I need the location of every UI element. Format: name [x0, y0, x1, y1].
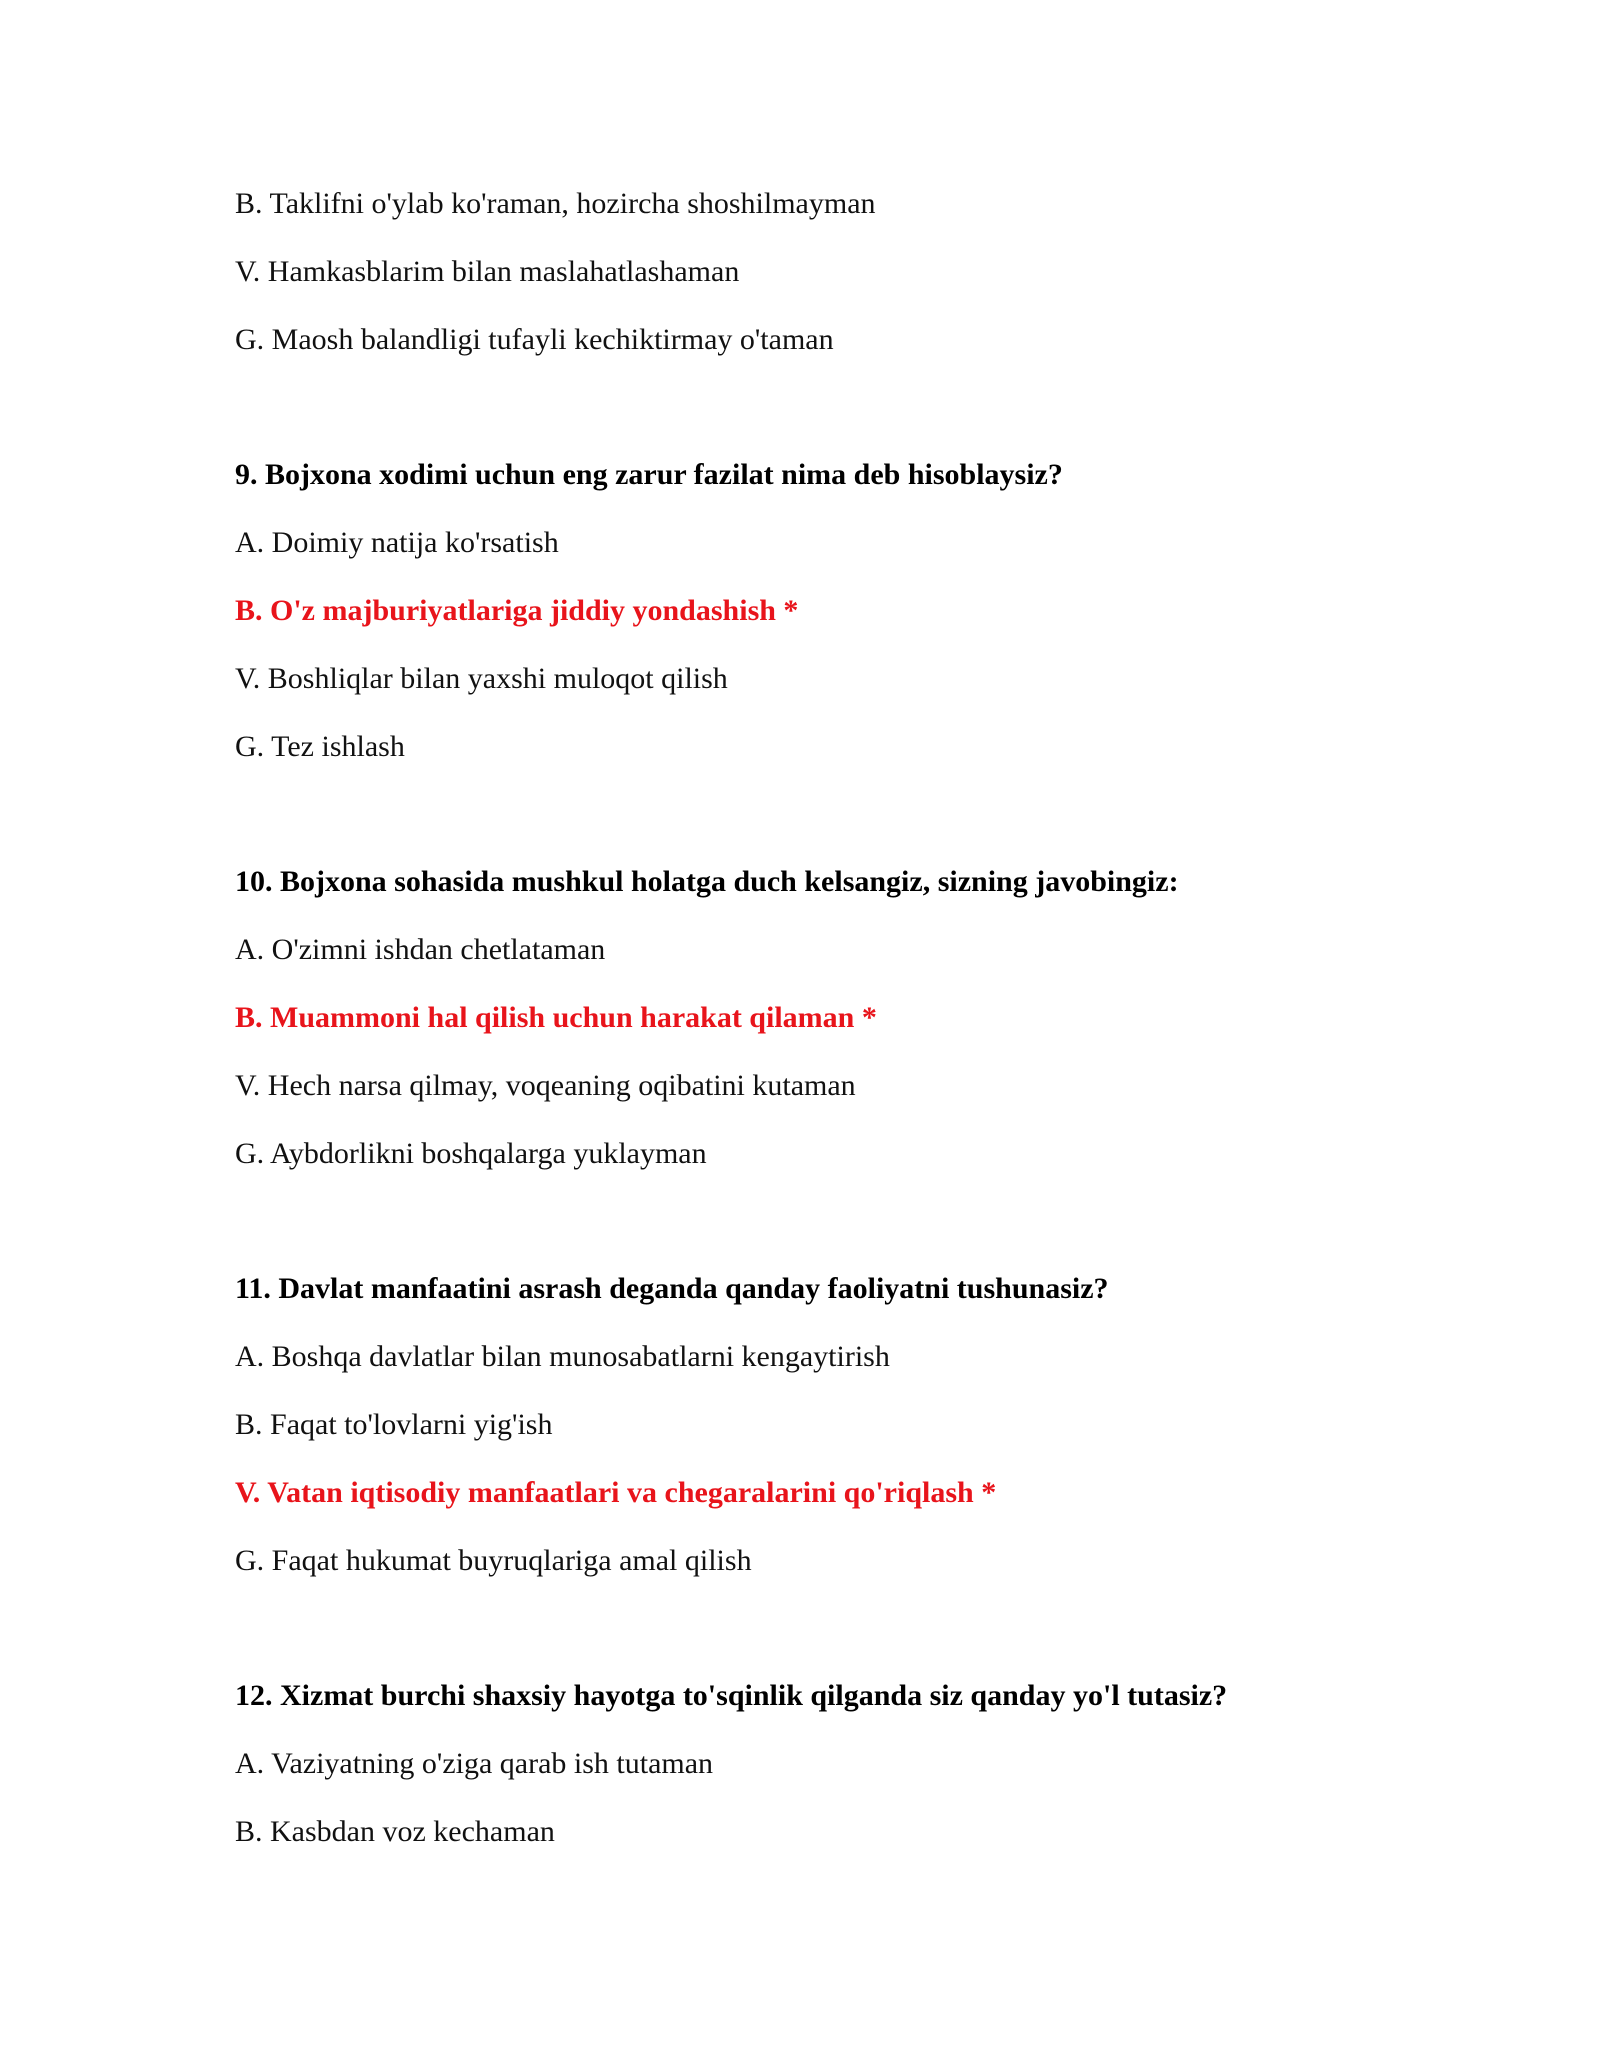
option-9-v: V. Boshliqlar bilan yaxshi muloqot qilish: [235, 662, 728, 695]
question-8-continuation: [235, 186, 1435, 358]
option-12-b: B. Kasbdan voz kechaman: [235, 1815, 555, 1848]
option-10-v: V. Hech narsa qilmay, voqeaning oqibatini kutaman: [235, 1069, 856, 1102]
question-10-title: 10. Bojxona sohasida mushkul holatga duch kelsangiz, sizning javobingiz:: [235, 865, 1179, 898]
question-9: [235, 457, 1435, 765]
question-11-title: 11. Davlat manfaatini asrash deganda qanday faoliyatni tushunasiz?: [235, 1272, 1109, 1305]
option-8-b: B. Taklifni o'ylab ko'raman, hozircha shoshilmayman: [235, 187, 876, 220]
spacer: [235, 1611, 1435, 1678]
option-11-a: A. Boshqa davlatlar bilan munosabatlarni kengaytirish: [235, 1340, 890, 1373]
option-10-g: G. Aybdorlikni boshqalarga yuklayman: [235, 1137, 707, 1170]
option-9-a: A. Doimiy natija ko'rsatish: [235, 526, 559, 559]
question-12: [235, 1678, 1435, 1850]
option-9-b-correct: B. O'z majburiyatlariga jiddiy yondashish *: [235, 594, 799, 627]
question-10: [235, 864, 1435, 1172]
option-11-b: B. Faqat to'lovlarni yig'ish: [235, 1408, 553, 1441]
option-9-g: G. Tez ishlash: [235, 730, 405, 763]
quiz-content: [235, 186, 1435, 1882]
spacer: [235, 797, 1435, 864]
question-12-title: 12. Xizmat burchi shaxsiy hayotga to'sqinlik qilganda siz qanday yo'l tutasiz?: [235, 1679, 1228, 1712]
spacer: [235, 390, 1435, 457]
option-8-g: G. Maosh balandligi tufayli kechiktirmay o'taman: [235, 323, 834, 356]
option-11-g: G. Faqat hukumat buyruqlariga amal qilish: [235, 1544, 752, 1577]
option-10-b-correct: B. Muammoni hal qilish uchun harakat qilaman *: [235, 1001, 877, 1034]
option-8-v: V. Hamkasblarim bilan maslahatlashaman: [235, 255, 740, 288]
question-11: [235, 1271, 1435, 1579]
spacer: [235, 1204, 1435, 1271]
option-12-a: A. Vaziyatning o'ziga qarab ish tutaman: [235, 1747, 714, 1780]
option-11-v-correct: V. Vatan iqtisodiy manfaatlari va chegaralarini qo'riqlash *: [235, 1476, 997, 1509]
option-10-a: A. O'zimni ishdan chetlataman: [235, 933, 606, 966]
question-9-title: 9. Bojxona xodimi uchun eng zarur fazilat nima deb hisoblaysiz?: [235, 458, 1063, 491]
